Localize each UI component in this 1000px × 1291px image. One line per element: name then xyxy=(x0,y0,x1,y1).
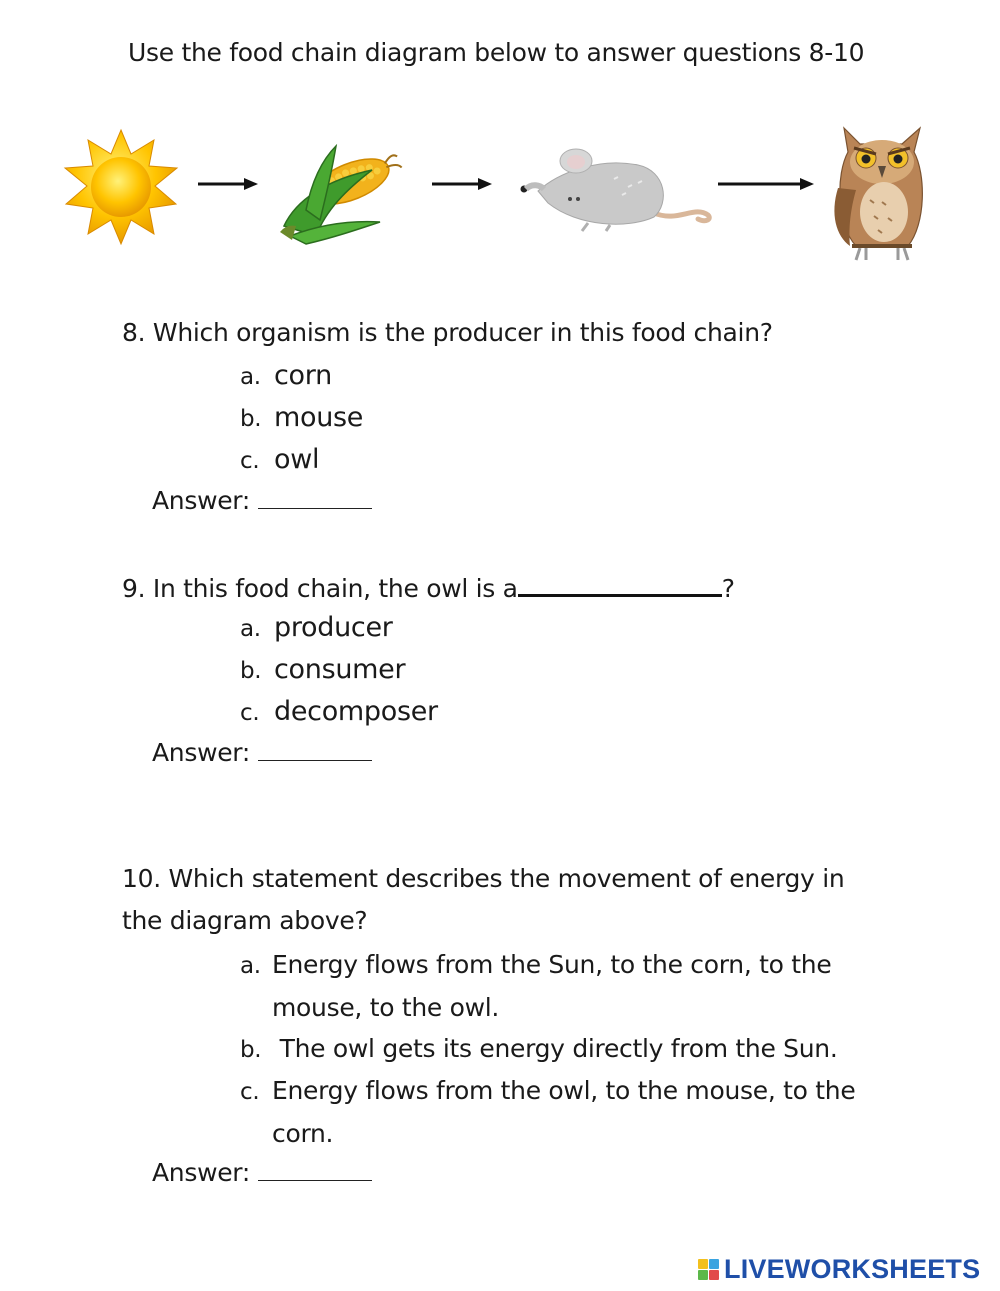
instructions-text: Use the food chain diagram below to answer questions 8-10 xyxy=(128,38,865,67)
arrow-icon xyxy=(718,176,816,192)
liveworksheets-logo[interactable] xyxy=(698,1254,980,1288)
option-letter: c. xyxy=(240,1079,260,1105)
option-letter: a. xyxy=(240,953,261,979)
option-text-continued: mouse, to the owl. xyxy=(272,993,500,1022)
option-letter: b. xyxy=(240,406,262,432)
answer-input[interactable] xyxy=(258,738,372,761)
question-10-line2: the diagram above? xyxy=(122,906,368,935)
q10-answer xyxy=(152,1158,372,1187)
logo-icon xyxy=(698,1259,720,1281)
option-text: corn xyxy=(274,360,332,391)
question-10-line1: 10. Which statement describes the movement of energy in xyxy=(122,864,845,893)
logo-text: LIVEWORKSHEETS xyxy=(724,1254,981,1284)
option-text: decomposer xyxy=(274,696,438,727)
option-letter: a. xyxy=(240,364,261,390)
option-letter: c. xyxy=(240,700,260,726)
arrow-icon xyxy=(198,176,260,192)
q8-option-b[interactable] xyxy=(240,402,363,433)
answer-label: Answer: xyxy=(152,1158,250,1187)
option-text: consumer xyxy=(274,654,406,685)
q10-option-c[interactable] xyxy=(240,1070,855,1155)
option-text: Energy flows from the owl, to the mouse, to the xyxy=(272,1076,856,1105)
q10-option-a[interactable] xyxy=(240,944,831,1029)
option-text: Energy flows from the Sun, to the corn, to the xyxy=(272,950,832,979)
option-letter: b. xyxy=(240,658,262,684)
option-letter: b. xyxy=(240,1037,262,1063)
question-mark: ? xyxy=(721,574,735,603)
q9-option-c[interactable] xyxy=(240,696,438,727)
answer-input[interactable] xyxy=(258,1158,372,1181)
fill-in-blank xyxy=(518,570,722,597)
q9-answer xyxy=(152,738,372,767)
answer-label: Answer: xyxy=(152,486,250,515)
option-text: producer xyxy=(274,612,393,643)
corn-icon xyxy=(276,140,408,248)
option-letter: c. xyxy=(240,448,260,474)
q9-option-b[interactable] xyxy=(240,654,405,685)
option-letter: a. xyxy=(240,616,261,642)
q8-option-a[interactable] xyxy=(240,360,332,391)
q10-option-b[interactable] xyxy=(240,1028,838,1071)
option-text: The owl gets its energy directly from the Sun. xyxy=(272,1034,838,1063)
owl-icon xyxy=(826,124,936,264)
option-text-continued: corn. xyxy=(272,1119,334,1148)
mouse-icon xyxy=(518,143,714,233)
option-text: mouse xyxy=(274,402,364,433)
answer-label: Answer: xyxy=(152,738,250,767)
option-text: owl xyxy=(274,444,320,475)
answer-input[interactable] xyxy=(258,486,372,509)
arrow-icon xyxy=(432,176,494,192)
question-text: 9. In this food chain, the owl is a xyxy=(122,574,518,603)
q8-option-c[interactable] xyxy=(240,444,319,475)
q9-option-a[interactable] xyxy=(240,612,393,643)
q8-answer xyxy=(152,486,372,515)
question-8: 8. Which organism is the producer in this food chain? xyxy=(122,318,773,347)
sun-icon xyxy=(62,128,180,246)
question-9 xyxy=(122,570,735,603)
